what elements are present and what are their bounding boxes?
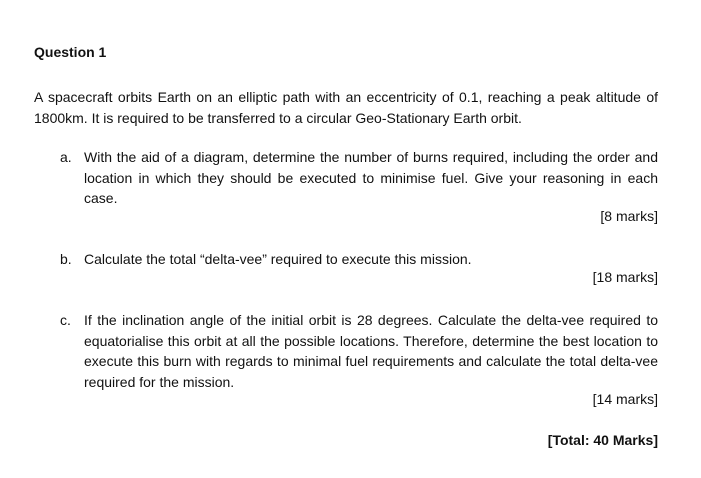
part-a-marks: [8 marks] <box>600 208 658 224</box>
part-c-marks: [14 marks] <box>592 391 658 407</box>
part-c-label: c. <box>60 312 71 328</box>
part-b-marks: [18 marks] <box>592 269 658 285</box>
total-marks: [Total: 40 Marks] <box>547 432 658 448</box>
part-a <box>60 147 658 209</box>
part-a-text: With the aid of a diagram, determine the number of burns required, including the order and location in which they should be executed to minimise fuel. Give your reasoning in each case. <box>84 149 658 206</box>
part-b-label: b. <box>60 251 72 267</box>
part-a-label: a. <box>60 149 72 165</box>
question-intro: A spacecraft orbits Earth on an elliptic path with an eccentricity of 0.1, reaching a peak altitude of 1800km. It is required to be transferred to a circular Geo-Stationary Earth orbit. <box>34 89 658 126</box>
part-b <box>60 249 658 270</box>
question-title: Question 1 <box>34 44 107 60</box>
part-b-text: Calculate the total “delta-vee” required to execute this mission. <box>84 251 472 267</box>
part-c <box>60 310 658 392</box>
part-c-text: If the inclination angle of the initial orbit is 28 degrees. Calculate the delta-vee required to equatorialise this orbit at all the possible locations. Therefore, determine the best location to execute this burn with regards to minimal fuel requirements and calculate the total delta-vee required for the mission. <box>84 312 658 390</box>
